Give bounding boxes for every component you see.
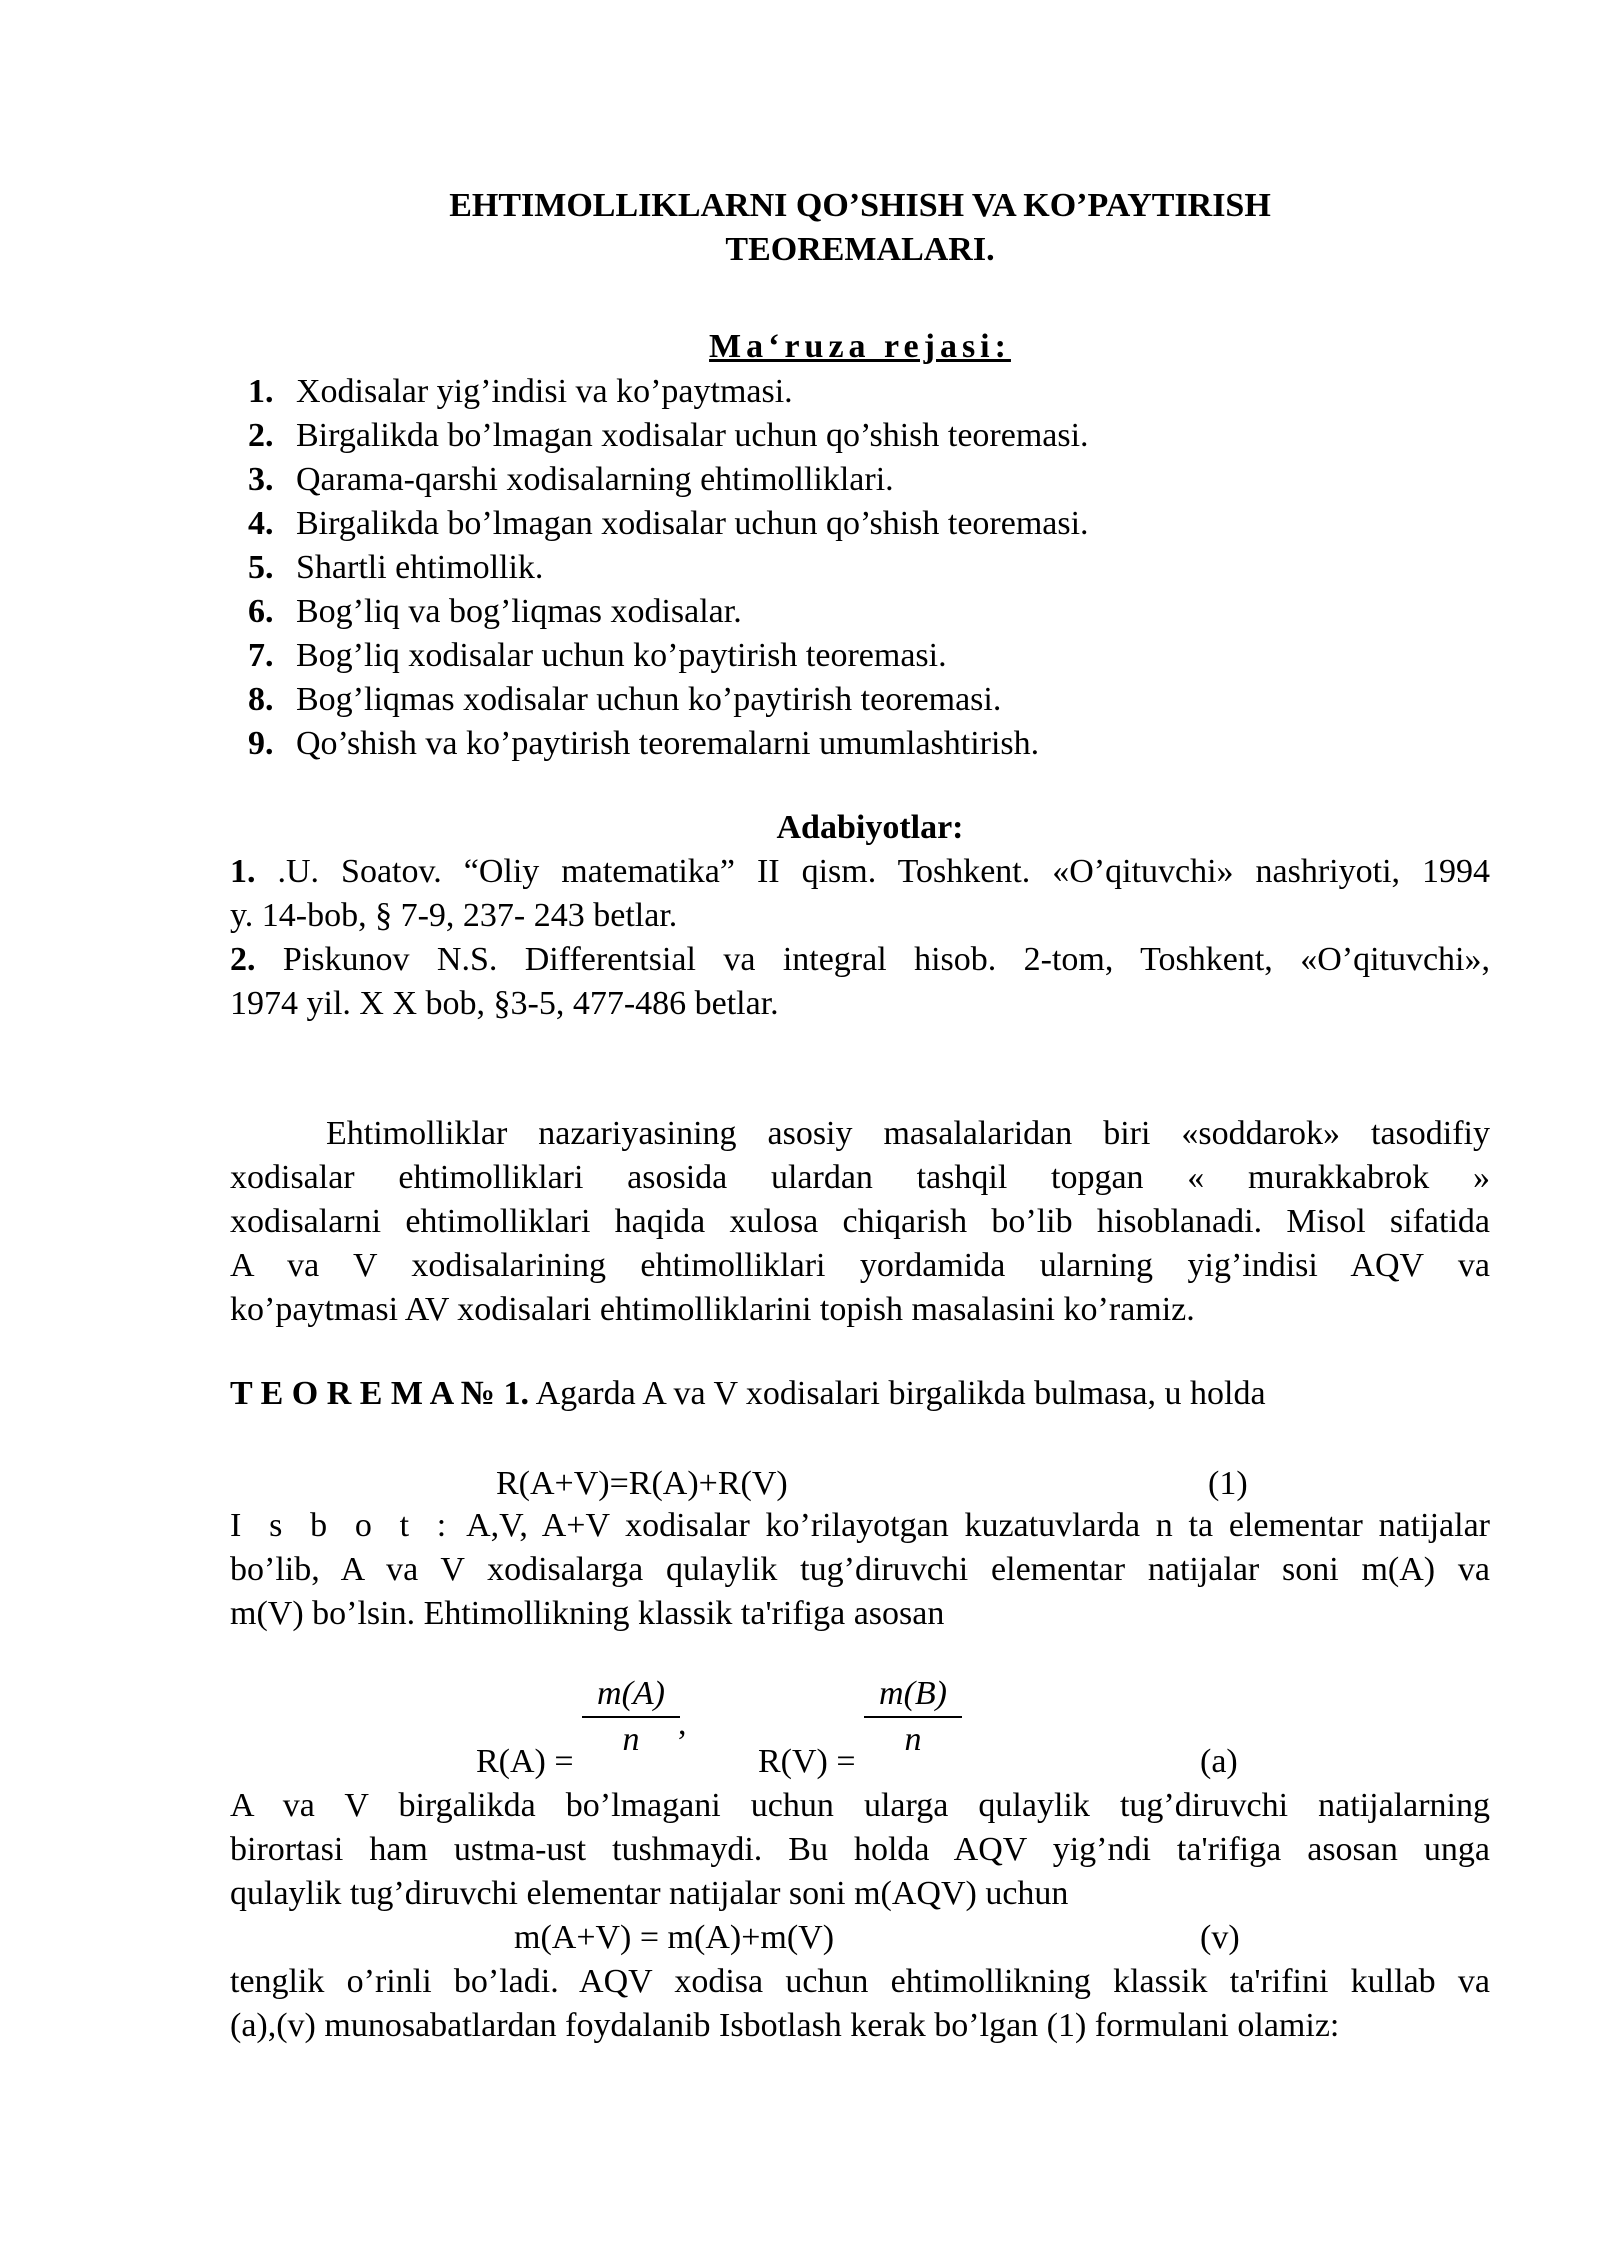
proof-paragraph: I s b o t : A,V, A+V xodisalar ko’rilayotgan kuzatuvlarda n ta elementar natijalar bo’lib, A va V xodisalarga qulaylik tug’diruvchi elementar natijalar soni m(A) va m(V) bo’lsin. Ehtimollikning klassik ta'rifiga asosan bbox=[230, 1507, 1490, 1632]
plan-item: 6. Bog’liq va bog’liqmas xodisalar. bbox=[248, 593, 742, 630]
formula-v: m(A+V) = m(A)+m(V) bbox=[514, 1919, 835, 1956]
fraction-pa: $\frac{m(A)}{n}$ bbox=[582, 1672, 680, 1762]
formula-a-comma: , bbox=[678, 1705, 687, 1742]
plan-heading: Ma‘ruza rejasi: bbox=[709, 328, 1011, 365]
plan-item: 8. Bog’liqmas xodisalar uchun ko’paytirish teoremasi. bbox=[248, 681, 1002, 718]
plan-item: 1. Xodisalar yig’indisi va ko’paytmasi. bbox=[248, 373, 793, 410]
reference-item-1: 1. .U. Soatov. “Oliy matematika” II qism. Toshkent. «O’qituvchi» nashriyoti, 1994 y. 14-bob, § 7-9, 237- 243 betlar. bbox=[230, 853, 1491, 934]
plan-item: 2. Birgalikda bo’lmagan xodisalar uchun qo’shish teoremasi. bbox=[248, 417, 1089, 454]
plan-list bbox=[248, 370, 1089, 766]
title-line-1: EHTIMOLLIKLARNI QO’SHISH VA KO’PAYTIRISH bbox=[449, 187, 1271, 224]
formula-v-tag: (v) bbox=[1200, 1919, 1240, 1956]
plan-item: 5. Shartli ehtimollik. bbox=[248, 549, 544, 586]
plan-item: 3. Qarama-qarshi xodisalarning ehtimolliklari. bbox=[248, 461, 894, 498]
theorem-statement: T E O R E M A № 1. Agarda A va V xodisalari birgalikda bulmasa, u holda bbox=[230, 1375, 1266, 1412]
intro-paragraph: Ehtimolliklar nazariyasining asosiy masalalaridan biri «soddarok» tasodifiy xodisalar ehtimolliklari asosida ulardan tashqil topgan « murakkabrok » xodisalarni ehtimolliklari haqida xulosa chiqarish bo’lib hisoblanadi. Misol sifatida A va V xodisalarining ehtimolliklari yordamida ularning yig’indisi AQV va ko’paytmasi AV xodisalari ehtimolliklarini topish masalasini ko’ramiz. bbox=[230, 1115, 1490, 1328]
plan-item: 4. Birgalikda bo’lmagan xodisalar uchun qo’shish teoremasi. bbox=[248, 505, 1089, 542]
theorem-label: T E O R E M A № 1. bbox=[230, 1375, 529, 1412]
plan-item: 9. Qo’shish va ko’paytirish teoremalarni umumlashtirish. bbox=[248, 725, 1040, 762]
formula-a-right-label: R(V) = bbox=[758, 1743, 856, 1780]
title-line-2: TEOREMALARI. bbox=[725, 231, 995, 268]
paragraph-2: A va V birgalikda bo’lmagani uchun ularga qulaylik tug’diruvchi natijalarning birortasi ham ustma-ust tushmaydi. Bu holda AQV yig’ndi ta'rifiga asosan unga qulaylik tug’diruvchi elementar natijalar soni m(AQV) uchun bbox=[230, 1787, 1490, 1912]
formula-a-tag: (a) bbox=[1200, 1743, 1238, 1780]
references-heading: Adabiyotlar: bbox=[776, 809, 964, 846]
formula-a-left-label: R(A) = bbox=[476, 1743, 574, 1780]
fraction-pv: $\frac{m(B)}{n}$ bbox=[864, 1672, 962, 1762]
reference-item-2: 2. Piskunov N.S. Differentsial va integral hisob. 2-tom, Toshkent, «O’qituvchi», 1974 yil. X X bob, §3-5, 477-486 betlar. bbox=[230, 941, 1490, 1022]
paragraph-3: tenglik o’rinli bo’ladi. AQV xodisa uchun ehtimollikning klassik ta'rifini kullab va (a),(v) munosabatlardan foydalanib Isbotlash kerak bo’lgan (1) formulani olamiz: bbox=[230, 1963, 1490, 2044]
formula-1: R(A+V)=R(A)+R(V) bbox=[496, 1465, 788, 1502]
plan-item: 7. Bog’liq xodisalar uchun ko’paytirish teoremasi. bbox=[248, 637, 947, 674]
formula-1-tag: (1) bbox=[1208, 1465, 1248, 1502]
